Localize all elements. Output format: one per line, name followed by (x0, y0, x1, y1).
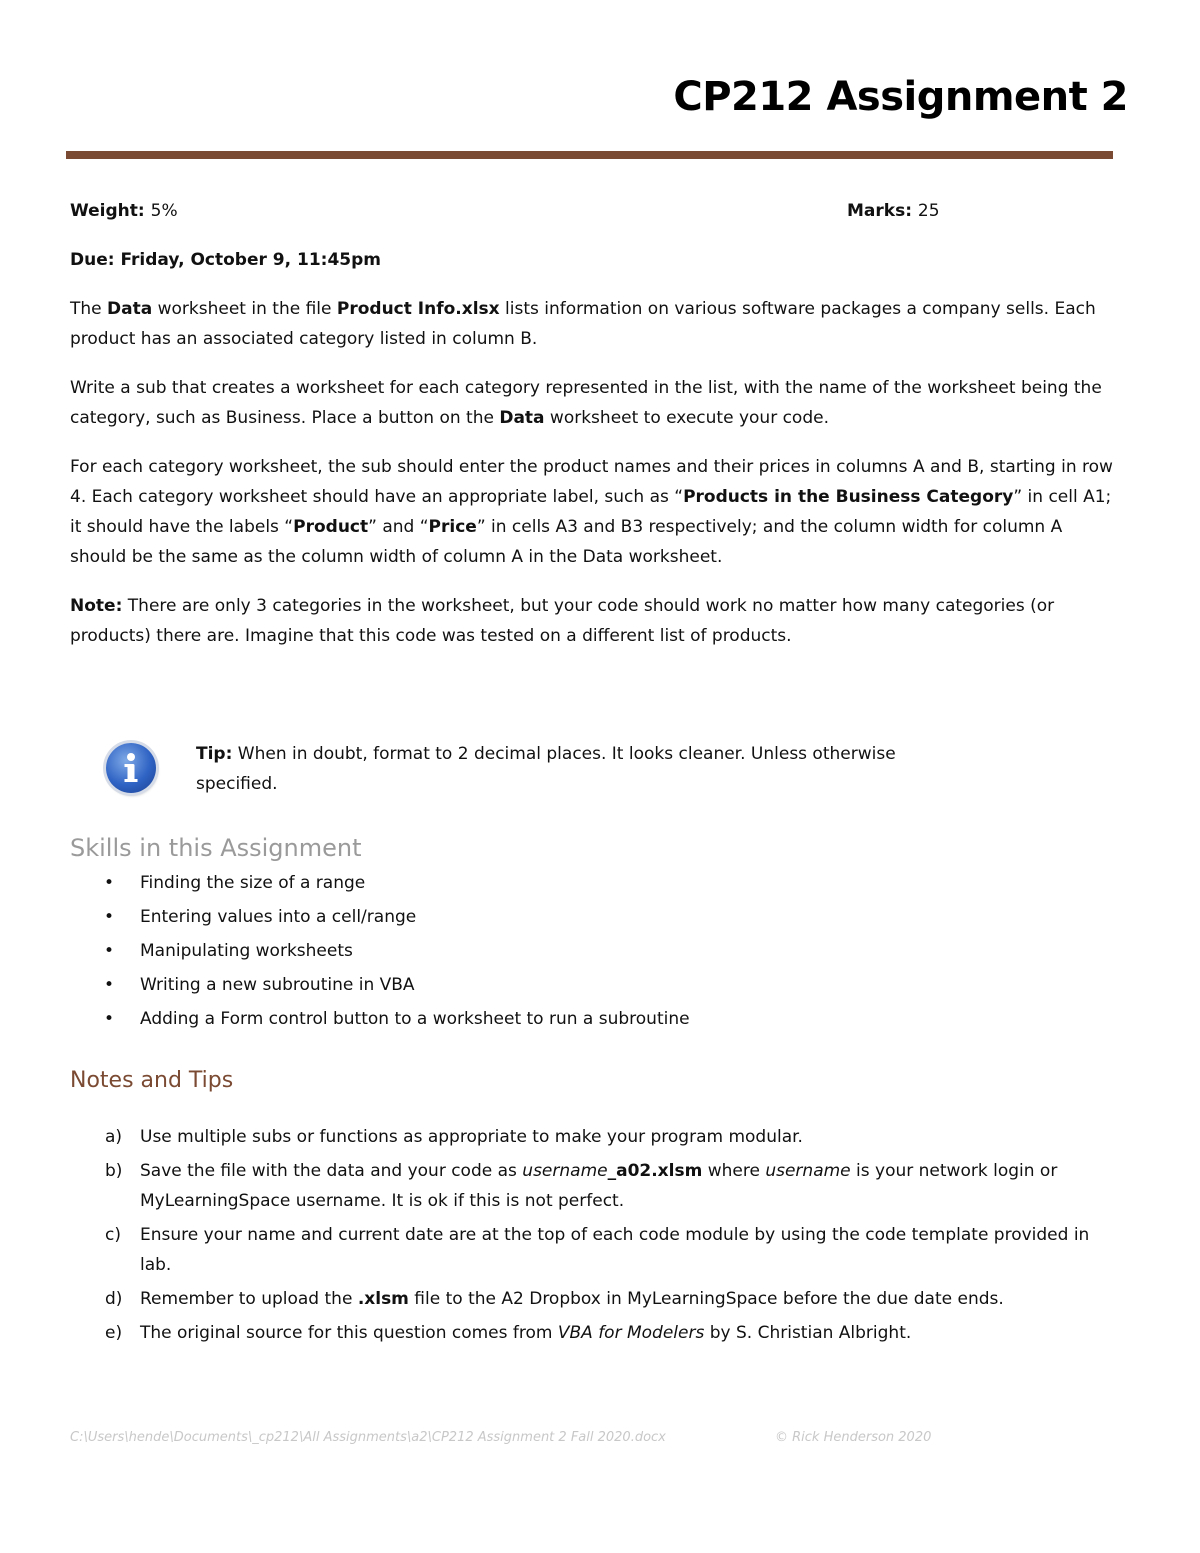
note-paragraph (70, 591, 1120, 651)
note-label: Note: (70, 596, 123, 616)
tip-box (106, 741, 1006, 811)
data-worksheet-name: Data (107, 299, 153, 319)
tip-body: When in doubt, format to 2 decimal places. It looks cleaner. Unless otherwise specified. (196, 744, 896, 794)
notes-heading: Notes and Tips (70, 1068, 234, 1093)
file-extension: .xlsm (357, 1289, 409, 1309)
text-run: by S. Christian Albright. (704, 1323, 912, 1343)
bullet: • (104, 941, 115, 961)
title-divider (66, 151, 1113, 159)
marks-info (847, 196, 940, 226)
skill-text: Manipulating worksheets (140, 941, 353, 961)
price-label: Price (428, 517, 477, 537)
list-marker: c) (105, 1225, 121, 1245)
weight-info (70, 196, 847, 226)
skill-text: Writing a new subroutine in VBA (140, 975, 415, 995)
marks-label: Marks: (847, 201, 912, 221)
text-run: file to the A2 Dropbox in MyLearningSpace before the due date ends. (408, 1289, 1004, 1309)
list-item (70, 868, 690, 902)
bullet: • (104, 1009, 115, 1029)
text-run: Write a sub that creates a worksheet for each category represented in the list, with the name of the worksheet being the category, such as Business. Place a button on the (70, 378, 1102, 428)
tip-label: Tip: (196, 744, 233, 764)
list-item (70, 1284, 1120, 1314)
due-value: Friday, October 9, 11:45pm (120, 250, 381, 270)
skills-heading: Skills in this Assignment (70, 834, 362, 862)
bullet: • (104, 873, 115, 893)
text-run: ” in cells A3 and B3 respectively; and the column width for column A should be the same as the column width of column A in the Data worksheet. (70, 517, 1063, 567)
username-term: username (522, 1161, 608, 1181)
notes-list (70, 1122, 1120, 1352)
text-run: The original source for this question comes from (140, 1323, 558, 1343)
marks-value: 25 (917, 201, 940, 221)
list-item (70, 1004, 690, 1038)
text-run: ” and “ (368, 517, 429, 537)
file-name: Product Info.xlsx (336, 299, 500, 319)
intro-paragraph-3 (70, 452, 1120, 572)
info-icon (106, 743, 156, 793)
note-text: Use multiple subs or functions as appropriate to make your program modular. (140, 1127, 803, 1147)
list-item (70, 902, 690, 936)
weight-value: 5% (150, 201, 178, 221)
meta-row (70, 196, 1120, 226)
username-term: username (765, 1161, 851, 1181)
footer-copyright: © Rick Henderson 2020 (775, 1430, 932, 1445)
text-run: worksheet to execute your code. (544, 408, 829, 428)
list-marker: a) (105, 1127, 123, 1147)
due-date (70, 245, 1120, 275)
assignment-body (70, 196, 1120, 651)
text-run: There are only 3 categories in the worksheet, but your code should work no matter how many categories (or products) there are. Imagine that this code was tested on a different list of products. (70, 596, 1055, 646)
bullet: • (104, 975, 115, 995)
text-run: ” in cell A1; it should have the labels “ (70, 487, 1112, 537)
page-title: CP212 Assignment 2 (673, 74, 1128, 120)
list-marker: b) (105, 1161, 123, 1181)
due-label: Due: (70, 250, 115, 270)
list-item (70, 1122, 1120, 1152)
book-title: VBA for Modelers (557, 1323, 705, 1343)
weight-label: Weight: (70, 201, 145, 221)
product-label: Product (293, 517, 369, 537)
list-marker: e) (105, 1323, 123, 1343)
text-run: where (702, 1161, 766, 1181)
text-run: For each category worksheet, the sub should enter the product names and their prices in columns A and B, starting in row 4. Each category worksheet should have an appropriate label, such as “ (70, 457, 1113, 507)
text-run: worksheet in the file (152, 299, 337, 319)
list-item (70, 1318, 1120, 1348)
text-run: is your network login or MyLearningSpace username. It is ok if this is not perfect. (140, 1161, 1058, 1211)
bullet: • (104, 907, 115, 927)
skill-text: Adding a Form control button to a worksheet to run a subroutine (140, 1009, 690, 1029)
note-text: Ensure your name and current date are at the top of each code module by using the code template provided in lab. (140, 1225, 1090, 1275)
intro-paragraph-1 (70, 294, 1120, 354)
intro-paragraph-2 (70, 373, 1120, 433)
file-suffix: _a02.xlsm (607, 1161, 703, 1181)
example-label: Products in the Business Category (683, 487, 1014, 507)
text-run: Remember to upload the (140, 1289, 358, 1309)
data-worksheet-name: Data (499, 408, 545, 428)
text-run: lists information on various software packages a company sells. Each product has an associated category listed in column B. (70, 299, 1096, 349)
text-run: Save the file with the data and your code as (140, 1161, 523, 1181)
tip-text (196, 739, 936, 799)
skills-list (70, 868, 690, 1038)
footer-file-path: C:\Users\hende\Documents\_cp212\All Assignments\a2\CP212 Assignment 2 Fall 2020.docx (70, 1430, 666, 1445)
list-item (70, 970, 690, 1004)
list-marker: d) (105, 1289, 123, 1309)
list-item (70, 1156, 1120, 1216)
text-run: The (70, 299, 108, 319)
list-item (70, 936, 690, 970)
skill-text: Finding the size of a range (140, 873, 366, 893)
list-item (70, 1220, 1120, 1280)
skill-text: Entering values into a cell/range (140, 907, 417, 927)
